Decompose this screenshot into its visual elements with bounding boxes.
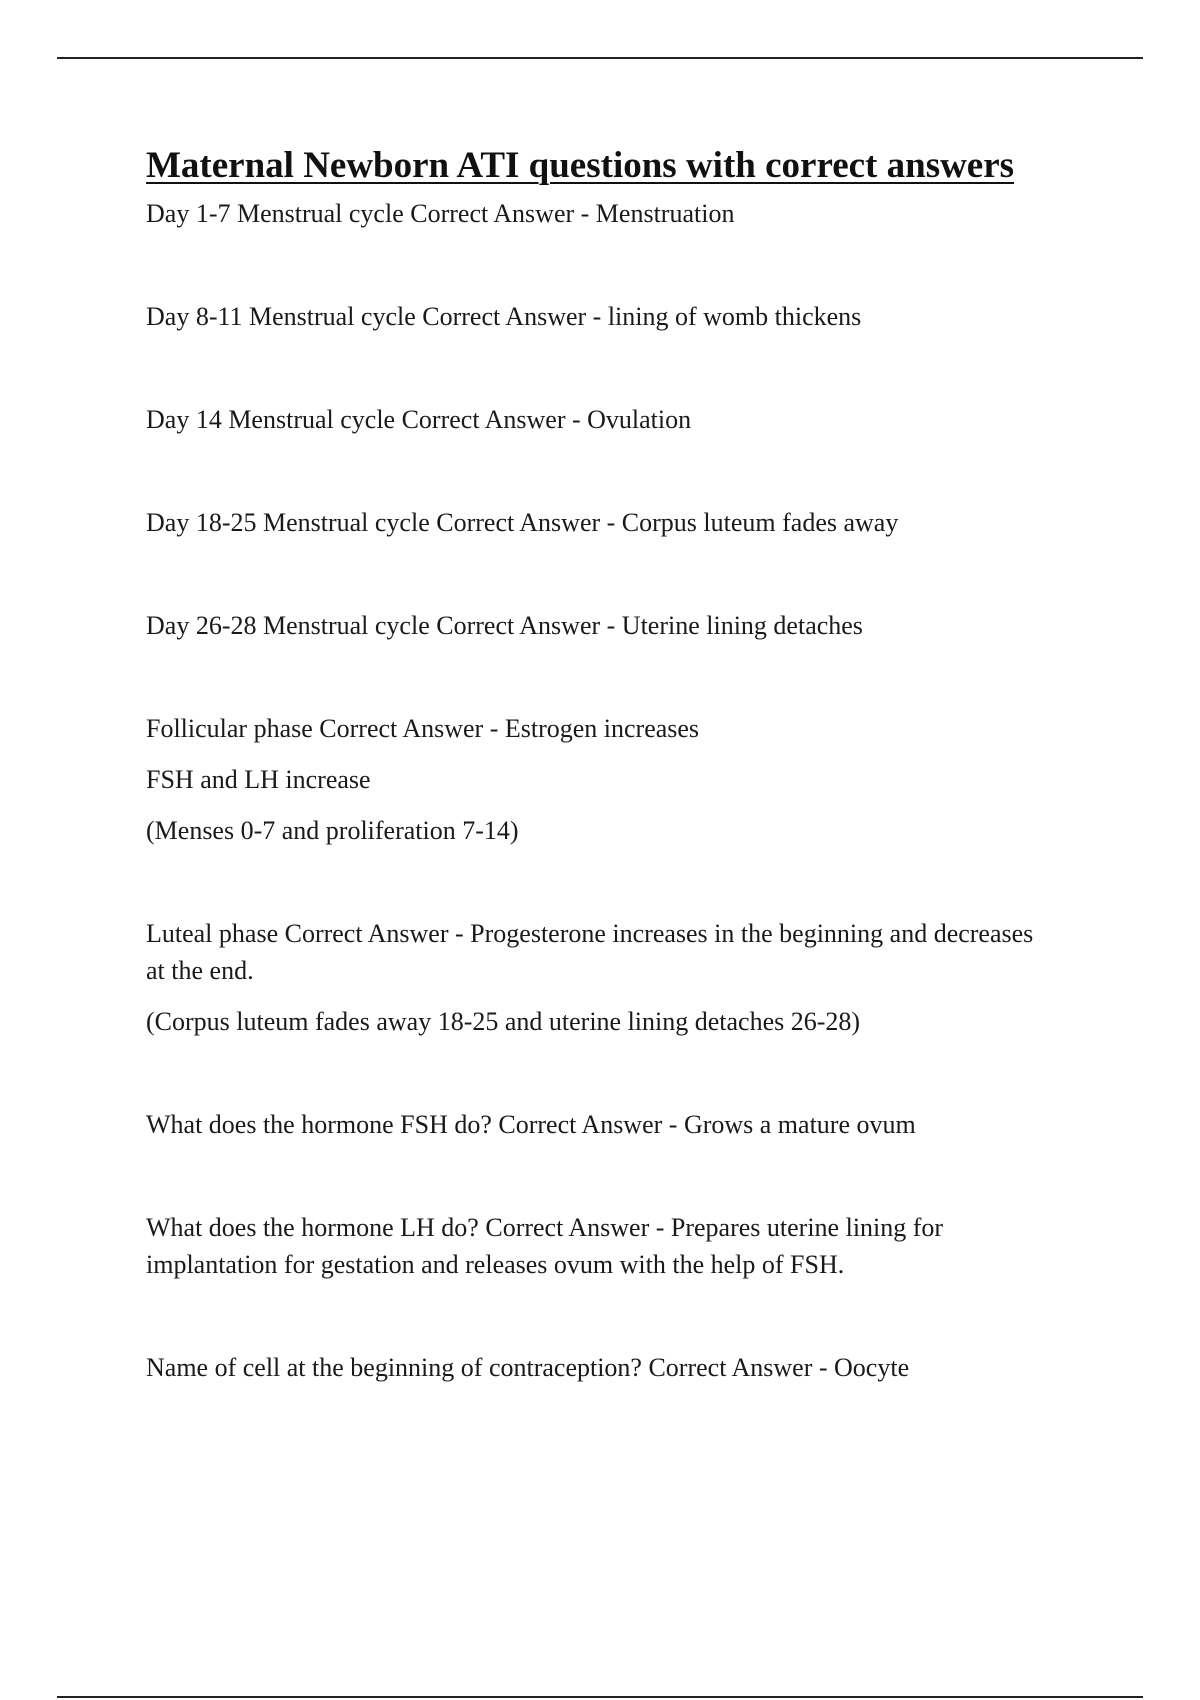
qa-item xyxy=(146,710,1046,849)
document-title: Maternal Newborn ATI questions with correct answers xyxy=(146,145,1015,186)
qa-item xyxy=(146,298,1046,335)
qa-line: Follicular phase Correct Answer - Estrogen increases xyxy=(146,714,700,743)
top-rule xyxy=(57,57,1143,59)
qa-line: What does the hormone LH do? Correct Answer - Prepares uterine lining for implantation for gestation and releases ovum with the help of FSH. xyxy=(146,1213,944,1279)
qa-item xyxy=(146,195,1046,232)
qa-item xyxy=(146,1209,1046,1283)
qa-line: (Corpus luteum fades away 18-25 and uterine lining detaches 26-28) xyxy=(146,1007,861,1036)
qa-line: Day 1-7 Menstrual cycle Correct Answer - Menstruation xyxy=(146,199,735,228)
question-list xyxy=(146,195,1046,1386)
document-page xyxy=(146,141,1046,1452)
qa-item xyxy=(146,607,1046,644)
qa-item xyxy=(146,915,1046,1040)
qa-line: Name of cell at the beginning of contraception? Correct Answer - Oocyte xyxy=(146,1353,910,1382)
qa-line: What does the hormone FSH do? Correct Answer - Grows a mature ovum xyxy=(146,1110,916,1139)
qa-item xyxy=(146,504,1046,541)
qa-line: Day 14 Menstrual cycle Correct Answer - Ovulation xyxy=(146,405,692,434)
qa-item xyxy=(146,401,1046,438)
qa-line: Day 18-25 Menstrual cycle Correct Answer - Corpus luteum fades away xyxy=(146,508,899,537)
qa-line: FSH and LH increase xyxy=(146,765,371,794)
qa-item xyxy=(146,1106,1046,1143)
qa-line: (Menses 0-7 and proliferation 7-14) xyxy=(146,816,519,845)
bottom-rule xyxy=(57,1696,1143,1698)
qa-item xyxy=(146,1349,1046,1386)
qa-line: Day 26-28 Menstrual cycle Correct Answer - Uterine lining detaches xyxy=(146,611,863,640)
qa-line: Luteal phase Correct Answer - Progesterone increases in the beginning and decreases at the end. xyxy=(146,919,1034,985)
qa-line: Day 8-11 Menstrual cycle Correct Answer - lining of womb thickens xyxy=(146,302,862,331)
